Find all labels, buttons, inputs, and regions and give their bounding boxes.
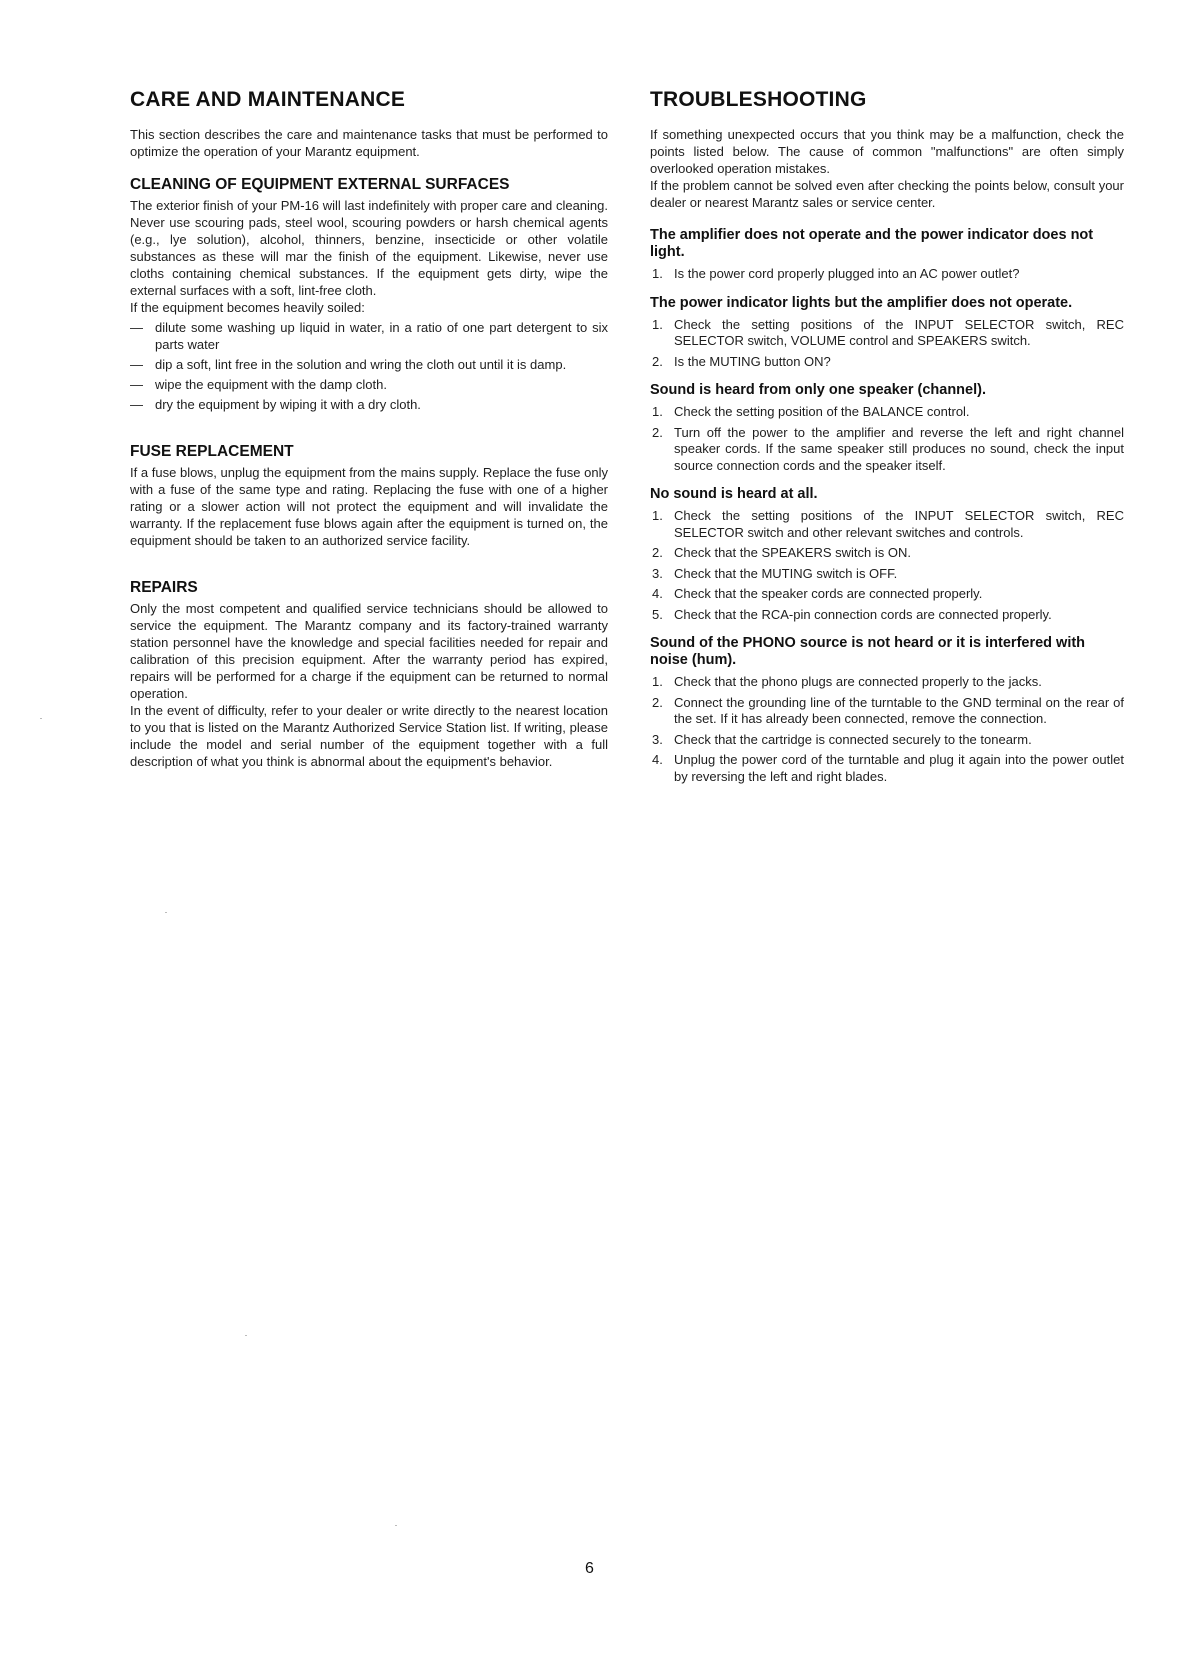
- troubleshooting-intro: If something unexpected occurs that you think may be a malfunction, check the points listed below. The cause of common "malfunctions" are often simply overlooked operation mistakes.: [650, 127, 1124, 176]
- scan-speck: [165, 912, 167, 913]
- item-number: 5.: [652, 606, 663, 622]
- item-number: 1.: [652, 508, 663, 523]
- care-intro: This section describes the care and maintenance tasks that must be performed to optimize the operation of your Marantz equipment.: [130, 127, 608, 159]
- cleaning-heading: CLEANING OF EQUIPMENT EXTERNAL SURFACES: [130, 176, 510, 193]
- symptom-heading: No sound is heard at all.: [650, 486, 818, 502]
- symptom-checklist: [650, 404, 1124, 474]
- item-number: 2.: [652, 424, 663, 440]
- check-item: 3. Check that the cartridge is connected securely to the tonearm.: [652, 731, 1032, 747]
- check-item: 2. Check that the SPEAKERS switch is ON.: [652, 545, 911, 560]
- symptom-heading: Sound of the PHONO source is not heard or it is interfered with noise (hum).: [650, 635, 1086, 668]
- scan-speck: [395, 1525, 397, 1526]
- check-item: 2. Is the MUTING button ON?: [652, 353, 831, 369]
- check-item: 2. Turn off the power to the amplifier and reverse the left and right channel speaker cords. If the same speaker still produces no sound, check the input source connection cords and the speaker itself.: [652, 424, 1124, 473]
- cleaning-step: — dip a soft, lint free in the solution and wring the cloth out until it is damp.: [130, 356, 608, 373]
- check-item: 1. Check the setting positions of the INPUT SELECTOR switch, REC SELECTOR switch, VOLUME control and SPEAKERS switch.: [652, 316, 1124, 348]
- fuse-paragraph: If a fuse blows, unplug the equipment from the mains supply. Replace the fuse only with a fuse of the same type and rating. Replacing the fuse with one of a higher rating or a slower action will not protect the equipment and will invalidate the warranty. If the replacement fuse blows again after the equipment is turned on, the equipment should be taken to an authorized service facility.: [130, 465, 608, 548]
- item-number: 3.: [652, 565, 663, 581]
- symptom-heading: The amplifier does not operate and the power indicator does not light.: [650, 227, 1094, 260]
- scan-speck: [40, 718, 42, 719]
- symptom-checklist: [650, 317, 1124, 371]
- cleaning-step: — dilute some washing up liquid in water, in a ratio of one part detergent to six parts water: [130, 319, 608, 353]
- troubleshooting-title: TROUBLESHOOTING: [650, 88, 867, 111]
- cleaning-soiled-note: If the equipment becomes heavily soiled:: [130, 300, 365, 315]
- item-number: 1.: [652, 674, 663, 689]
- check-item: 4. Check that the speaker cords are connected properly.: [652, 586, 983, 601]
- cleaning-paragraph: The exterior finish of your PM-16 will last indefinitely with proper care and cleaning. Never use scouring pads, steel wool, scouring powders or harsh chemical agents (e.g., lye solution), alcohol, thinners, benzine, insecticide or other volatile substances as these will mar the finish of the equipment. Likewise, never use cloths containing chemical substances. If the equipment gets dirty, wipe the external surfaces with a soft, lint-free cloth.: [130, 198, 608, 298]
- troubleshooting-intro-contact: If the problem cannot be solved even after checking the points below, consult your dealer or nearest Marantz sales or service center.: [650, 178, 1124, 210]
- item-number: 2.: [652, 545, 663, 560]
- check-item: 1. Check the setting position of the BALANCE control.: [652, 404, 970, 419]
- check-item: 1. Check the setting positions of the INPUT SELECTOR switch, REC SELECTOR switch and other relevant switches and controls.: [652, 508, 1124, 540]
- symptom-checklist: [650, 674, 1124, 785]
- item-number: 2.: [652, 694, 663, 710]
- check-item: 4. Unplug the power cord of the turntable and plug it again into the power outlet by reversing the left and right blades.: [652, 752, 1124, 784]
- repairs-contact-paragraph: In the event of difficulty, refer to your dealer or write directly to the nearest location to you that is listed on the Marantz Authorized Service Station list. If writing, please include the model and serial number of the equipment together with a full description of what you think is abnormal about the equipment's behavior.: [130, 703, 608, 769]
- check-item: 3. Check that the MUTING switch is OFF.: [652, 565, 898, 581]
- item-number: 3.: [652, 731, 663, 747]
- item-number: 4.: [652, 586, 663, 601]
- check-item: 2. Connect the grounding line of the turntable to the GND terminal on the rear of the set. If it has already been connected, remove the connection.: [652, 694, 1124, 726]
- item-number: 4.: [652, 752, 663, 767]
- symptom-heading: The power indicator lights but the amplifier does not operate.: [650, 294, 1073, 311]
- check-item: 1. Check that the phono plugs are connected properly to the jacks.: [652, 674, 1042, 689]
- item-number: 1.: [652, 404, 663, 419]
- troubleshooting-column: [650, 88, 1124, 789]
- symptom-heading: Sound is heard from only one speaker (channel).: [650, 382, 986, 398]
- symptom-checklist: [650, 508, 1124, 623]
- care-title: CARE AND MAINTENANCE: [130, 88, 406, 111]
- cleaning-steps-list: [130, 319, 608, 413]
- scan-speck: [245, 1335, 247, 1336]
- cleaning-step: — dry the equipment by wiping it with a dry cloth.: [130, 396, 608, 413]
- cleaning-step: — wipe the equipment with the damp cloth.: [130, 376, 608, 393]
- check-item: 5. Check that the RCA-pin connection cords are connected properly.: [652, 606, 1052, 622]
- fuse-heading: FUSE REPLACEMENT: [130, 443, 294, 460]
- item-number: 1.: [652, 316, 663, 332]
- symptom-checklist: [650, 266, 1124, 283]
- check-item: 1. Is the power cord properly plugged into an AC power outlet?: [652, 266, 1020, 281]
- repairs-paragraph: Only the most competent and qualified service technicians should be allowed to service the equipment. The Marantz company and its factory-trained warranty station personnel have the knowledge and special facilities needed for repair and calibration of this precision equipment. After the warranty period has expired, repairs will be performed for a charge if the equipment can be returned to normal operation.: [130, 601, 608, 701]
- item-number: 1.: [652, 266, 663, 281]
- care-maintenance-column: [130, 88, 608, 770]
- repairs-heading: REPAIRS: [130, 579, 198, 596]
- page-number: 6: [585, 1560, 594, 1577]
- item-number: 2.: [652, 353, 663, 369]
